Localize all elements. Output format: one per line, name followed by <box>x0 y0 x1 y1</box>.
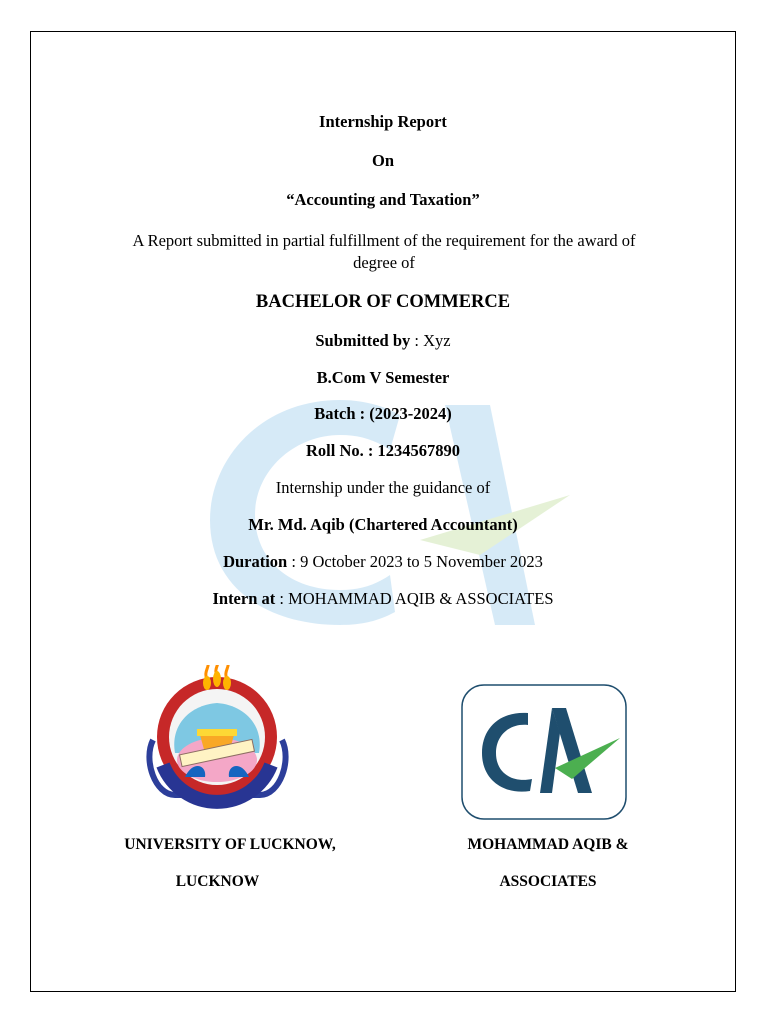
university-seal-icon <box>135 665 300 815</box>
report-title: Internship Report <box>319 112 447 131</box>
intern-at-line <box>30 589 736 609</box>
duration-line <box>30 552 736 572</box>
degree-title: BACHELOR OF COMMERCE <box>255 292 511 312</box>
semester: B.Com V Semester <box>316 368 450 387</box>
guide-name: Mr. Md. Aqib (Chartered Accountant) <box>248 515 518 534</box>
on-text: On <box>371 151 394 170</box>
intern-at-label: Intern at <box>212 589 276 608</box>
duration-label: Duration <box>223 552 288 571</box>
batch: Batch : (2023-2024) <box>314 404 452 423</box>
university-caption-line2: LUCKNOW <box>175 873 260 890</box>
duration-value: : 9 October 2023 to 5 November 2023 <box>287 552 543 571</box>
intern-at-value: : MOHAMMAD AQIB & ASSOCIATES <box>275 589 554 608</box>
firm-caption-line1: MOHAMMAD AQIB & <box>467 836 629 853</box>
guidance-text: Internship under the guidance of <box>275 478 491 497</box>
roll-number: Roll No. : 1234567890 <box>306 441 460 460</box>
firm-caption-line2: ASSOCIATES <box>499 873 597 890</box>
ca-logo-icon <box>460 683 628 821</box>
university-caption-line1: UNIVERSITY OF LUCKNOW, <box>124 836 336 853</box>
report-topic: “Accounting and Taxation” <box>286 190 480 209</box>
submission-note: A Report submitted in partial fulfillment of the requirement for the award of degree of <box>132 231 636 272</box>
submitted-by-line <box>30 331 736 351</box>
submitted-by-value: : Xyz <box>410 331 451 350</box>
submitted-by-label: Submitted by <box>315 331 411 350</box>
